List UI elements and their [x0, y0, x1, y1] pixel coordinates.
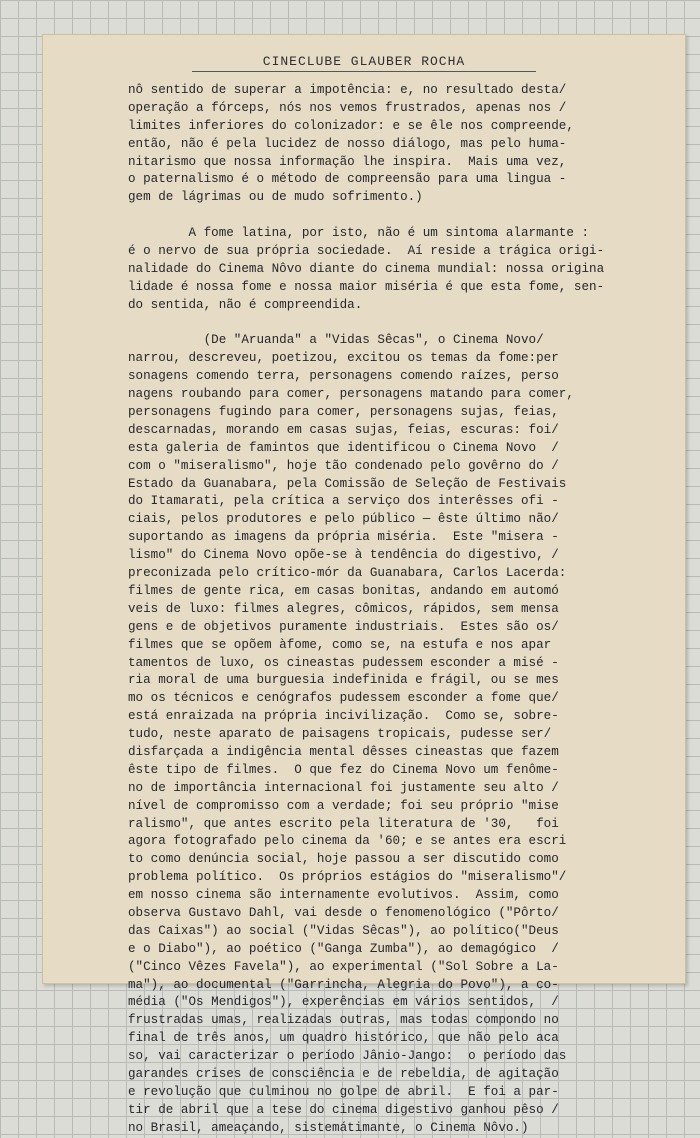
- text-line: veis de luxo: filmes alegres, cômicos, rápidos, sem mensa: [128, 601, 559, 616]
- text-line: Estado da Guanabara, pela Comissão de Seleção de Festivais: [128, 476, 567, 491]
- text-line: do Itamarati, pela crítica a serviço dos interêsses ofi -: [128, 494, 559, 509]
- text-line: ma"), ao documental ("Garrincha, Alegria do Povo"), a co-: [128, 977, 559, 992]
- text-line: tir de abril que a tese do cinema digestivo ganhou pêso /: [128, 1102, 559, 1117]
- text-line: [128, 207, 668, 225]
- text-line: lismo" do Cinema Novo opõe-se à tendência do digestivo, /: [128, 548, 559, 563]
- text-line: no de importância internacional foi justamente seu alto /: [128, 780, 559, 795]
- text-line: o paternalismo é o método de compreensão para uma lingua -: [128, 172, 567, 187]
- text-line: ("Cinco Vêzes Favela"), ao experimental ("Sol Sobre a La-: [128, 959, 559, 974]
- text-line: personagens fugindo para comer, personagens sujas, feias,: [128, 405, 559, 420]
- typed-page: [42, 34, 686, 1135]
- text-line: disfarçada a indigência mental dêsses cineastas que fazem: [128, 744, 559, 759]
- text-line: narrou, descreveu, poetizou, excitou os temas da fome:per: [128, 351, 559, 366]
- text-line: êste tipo de filmes. O que fez do Cinema Novo um fenôme-: [128, 762, 559, 777]
- text-line: nível de compromisso com a verdade; foi seu próprio "mise: [128, 798, 559, 813]
- text-line: com o "miseralismo", hoje tão condenado pelo govêrno do /: [128, 458, 559, 473]
- text-line: e revolução que culminou no golpe de abril. E foi a par-: [128, 1084, 559, 1099]
- text-line: média ("Os Mendigos"), experências em vários sentidos, /: [128, 995, 559, 1010]
- text-line: nagens roubando para comer, personagens matando para comer,: [128, 387, 574, 402]
- text-line: final de três anos, um quadro histórico, que não pelo aca: [128, 1031, 559, 1046]
- text-line: então, não é pela lucidez de nosso diálogo, mas pelo huma-: [128, 136, 567, 151]
- text-line: do sentida, não é compreendida.: [128, 297, 363, 312]
- text-line: sonagens comendo terra, personagens comendo raízes, perso: [128, 369, 559, 384]
- text-line: gem de lágrimas ou de mudo sofrimento.): [128, 190, 423, 205]
- page-header: CINECLUBE GLAUBER ROCHA: [262, 54, 466, 69]
- text-line: está enraizada na própria incivilização. Como se, sobre-: [128, 709, 559, 724]
- text-line: ralismo", que antes escrito pela literatura de '30, foi: [128, 816, 559, 831]
- text-line: nitarismo que nossa informação lhe inspira. Mais uma vez,: [128, 154, 567, 169]
- text-line: lidade é nossa fome e nossa maior miséria é que esta fome, sen-: [128, 279, 605, 294]
- text-line: filmes que se opõem àfome, como se, na estufa e nos apar: [128, 637, 552, 652]
- header-rule: [192, 71, 536, 72]
- text-line: mo os técnicos e cenógrafos pudessem esconder a fome que/: [128, 691, 559, 706]
- text-line: observa Gustavo Dahl, vai desde o fenomenológico ("Pôrto/: [128, 905, 559, 920]
- text-line: esta galeria de famintos que identificou o Cinema Novo /: [128, 440, 559, 455]
- text-line: ciais, pelos produtores e pelo público — êste último não/: [128, 512, 559, 527]
- text-line: gens e de objetivos puramente industriais. Estes são os/: [128, 619, 559, 634]
- text-line: preconizada pelo crítico-mór da Guanabara, Carlos Lacerda:: [128, 566, 567, 581]
- text-line: A fome latina, por isto, não é um sintoma alarmante :: [128, 226, 590, 241]
- text-line: operação a fórceps, nós nos vemos frustrados, apenas nos /: [128, 100, 567, 115]
- text-line: filmes de gente rica, em casas bonitas, andando em automó: [128, 583, 559, 598]
- text-line: nalidade do Cinema Nôvo diante do cinema mundial: nossa origina: [128, 261, 605, 276]
- text-line: é o nervo de sua própria sociedade. Aí reside a trágica origi-: [128, 244, 605, 259]
- text-line: descarnadas, morando em casas sujas, feias, escuras: foi/: [128, 422, 559, 437]
- text-line: [128, 315, 668, 333]
- text-line: das Caixas") ao social ("Vidas Sêcas"), ao político("Deus: [128, 923, 559, 938]
- typed-text-body: [128, 82, 668, 1138]
- text-line: frustradas umas, realizadas outras, mas todas compondo no: [128, 1013, 559, 1028]
- text-line: (De "Aruanda" a "Vidas Sêcas", o Cinema Novo/: [128, 333, 544, 348]
- text-line: to como denúncia social, hoje passou a ser discutido como: [128, 852, 559, 867]
- text-line: em nosso cinema são internamente evolutivos. Assim, como: [128, 888, 559, 903]
- text-line: limites inferiores do colonizador: e se êle nos compreende,: [128, 118, 574, 133]
- text-line: no Brasil, ameaçando, sistemátimante, o Cinema Nôvo.): [128, 1120, 529, 1135]
- text-line: agora fotografado pelo cinema da '60; e se antes era escri: [128, 834, 567, 849]
- text-line: suportando as imagens da própria miséria. Este "misera -: [128, 530, 559, 545]
- text-line: garandes crises de consciência e de rebeldia, de agitação: [128, 1066, 559, 1081]
- text-line: ria moral de uma burguesia indefinida e frágil, ou se mes: [128, 673, 559, 688]
- text-line: so, vai caracterizar o período Jânio-Jango: o período das: [128, 1049, 567, 1064]
- text-line: problema político. Os próprios estágios do "miseralismo"/: [128, 870, 567, 885]
- text-line: nô sentido de superar a impotência: e, no resultado desta/: [128, 83, 567, 97]
- text-line: tamentos de luxo, os cineastas pudessem esconder a misé -: [128, 655, 559, 670]
- text-line: e o Diabo"), ao poético ("Ganga Zumba"), ao demagógico /: [128, 941, 559, 956]
- text-line: tudo, neste aparato de paisagens tropicais, pudesse ser/: [128, 727, 552, 742]
